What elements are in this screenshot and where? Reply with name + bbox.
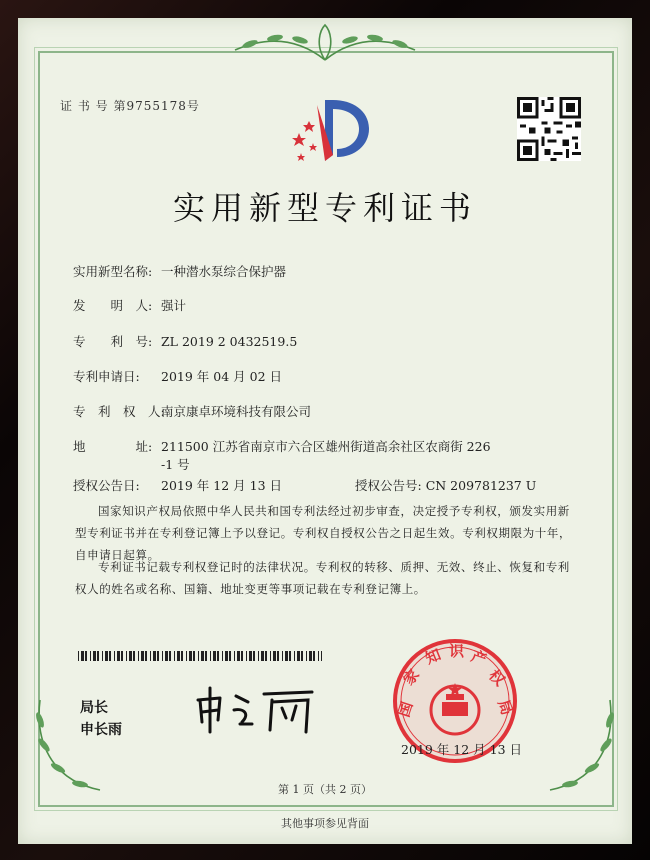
seal-date: 2019 年 12 月 13 日: [401, 742, 522, 757]
field-label: 授权公告日:: [73, 478, 140, 493]
svg-text:知: 知: [422, 645, 444, 668]
barcode-bar: [301, 651, 303, 661]
barcode-bar: [249, 651, 252, 661]
field-label: 专利申请日:: [73, 369, 140, 384]
svg-text:识: 识: [449, 642, 465, 660]
barcode-bar: [81, 651, 84, 661]
field-value: 211500 江苏省南京市六合区雄州街道高余社区农商街 226: [161, 439, 491, 454]
field-row-name: [73, 262, 286, 280]
barcode-bar: [93, 651, 96, 661]
barcode-bar: [105, 651, 108, 661]
barcode-bar: [181, 651, 183, 661]
barcode-bar: [189, 651, 192, 661]
barcode-bar: [273, 651, 276, 661]
barcode-bar: [165, 651, 168, 661]
field-row-patentee: [73, 402, 311, 420]
barcode: [78, 651, 322, 661]
field-label: 发 明 人:: [73, 298, 153, 313]
barcode-bar: [85, 651, 87, 661]
barcode-bar: [277, 651, 279, 661]
barcode-bar: [117, 651, 120, 661]
barcode-bar: [133, 651, 135, 661]
field-value: 一种潜水泵综合保护器: [161, 264, 287, 279]
field-row-grant-date: [73, 476, 282, 494]
field-row-patent-number: [73, 332, 297, 350]
address-continued: -1 号: [161, 457, 190, 472]
grant-number: [355, 476, 536, 494]
barcode-bar: [153, 651, 156, 661]
barcode-bar: [102, 651, 103, 661]
legal-status-paragraph: 专利证书记载专利权登记时的法律状况。专利权的转移、质押、无效、终止、恢复和专利权人的姓名或名称、国籍、地址变更等事项记载在专利登记簿上。: [75, 560, 570, 596]
certificate-title: 实用新型专利证书: [172, 189, 477, 227]
barcode-bar: [97, 651, 99, 661]
barcode-bar: [138, 651, 139, 661]
field-row-filing-date: [73, 367, 282, 385]
barcode-bar: [157, 651, 159, 661]
signature: [190, 680, 330, 740]
barcode-bar: [270, 651, 271, 661]
grant-paragraph: 国家知识产权局依照中华人民共和国专利法经过初步审查，决定授予专利权，颁发实用新型专利证书并在专利登记簿上予以登记。专利权自授权公告之日起生效。专利权期限为十年，自申请日起算。: [75, 504, 572, 562]
barcode-bar: [217, 651, 219, 661]
barcode-bar: [162, 651, 163, 661]
barcode-bar: [241, 651, 243, 661]
barcode-bar: [177, 651, 180, 661]
barcode-bar: [318, 651, 319, 661]
svg-text:局: 局: [494, 697, 517, 718]
svg-text:权: 权: [485, 666, 509, 690]
svg-text:产: 产: [468, 646, 489, 669]
field-label: 专 利 号:: [73, 334, 153, 349]
field-value: 强计: [161, 298, 187, 313]
barcode-bar: [78, 651, 79, 661]
barcode-bar: [282, 651, 283, 661]
barcode-bar: [141, 651, 144, 661]
barcode-bar: [297, 651, 300, 661]
field-label: 专 利 权 人:: [73, 404, 165, 419]
grant-number-label: 授权公告号:: [355, 478, 422, 493]
barcode-bar: [246, 651, 247, 661]
barcode-bar: [210, 651, 211, 661]
field-value: 南京康卓环境科技有限公司: [161, 404, 312, 419]
barcode-bar: [294, 651, 295, 661]
barcode-bar: [253, 651, 255, 661]
certificate-number-label: 证 书 号: [60, 99, 109, 113]
barcode-bar: [213, 651, 216, 661]
field-label: 实用新型名称:: [73, 264, 153, 279]
barcode-bar: [150, 651, 151, 661]
barcode-bar: [225, 651, 228, 661]
barcode-bar: [265, 651, 267, 661]
official-name: 申长雨: [80, 722, 122, 738]
barcode-bar: [169, 651, 171, 661]
certificate-number-value: 第9755178号: [113, 99, 200, 113]
barcode-bar: [201, 651, 204, 661]
barcode-bar: [313, 651, 315, 661]
field-value: 2019 年 04 月 02 日: [161, 369, 282, 384]
patent-office-logo-icon: [287, 95, 377, 167]
barcode-bar: [129, 651, 132, 661]
barcode-bar: [258, 651, 259, 661]
barcode-bar: [285, 651, 288, 661]
barcode-bar: [90, 651, 91, 661]
field-value: ZL 2019 2 0432519.5: [161, 334, 298, 349]
field-label: 地 址:: [73, 439, 153, 454]
barcode-bar: [205, 651, 207, 661]
official-title: 局长: [80, 700, 108, 716]
barcode-bar: [121, 651, 123, 661]
certificate-number: [60, 97, 200, 114]
barcode-bar: [237, 651, 240, 661]
barcode-bar: [174, 651, 175, 661]
barcode-bar: [126, 651, 127, 661]
footer-note: 其他事项参见背面: [281, 817, 369, 830]
barcode-bar: [261, 651, 264, 661]
barcode-bar: [222, 651, 223, 661]
svg-text:家: 家: [399, 665, 424, 689]
grant-number-value: CN 209781237 U: [425, 478, 537, 493]
barcode-bar: [309, 651, 312, 661]
barcode-bar: [109, 651, 111, 661]
barcode-bar: [193, 651, 195, 661]
field-value: 2019 年 12 月 13 日: [161, 478, 282, 493]
barcode-bar: [306, 651, 307, 661]
field-row-inventor: [73, 296, 186, 314]
qr-code: [517, 97, 581, 161]
barcode-bar: [198, 651, 199, 661]
barcode-bar: [321, 651, 322, 661]
barcode-bar: [145, 651, 147, 661]
barcode-bar: [186, 651, 187, 661]
page-number: 第 1 页（共 2 页）: [278, 783, 372, 796]
barcode-bar: [289, 651, 291, 661]
top-wreath-ornament: [220, 20, 430, 70]
svg-text:国: 国: [394, 699, 417, 720]
field-row-address: [73, 437, 491, 455]
barcode-bar: [114, 651, 115, 661]
barcode-bar: [229, 651, 231, 661]
barcode-bar: [234, 651, 235, 661]
